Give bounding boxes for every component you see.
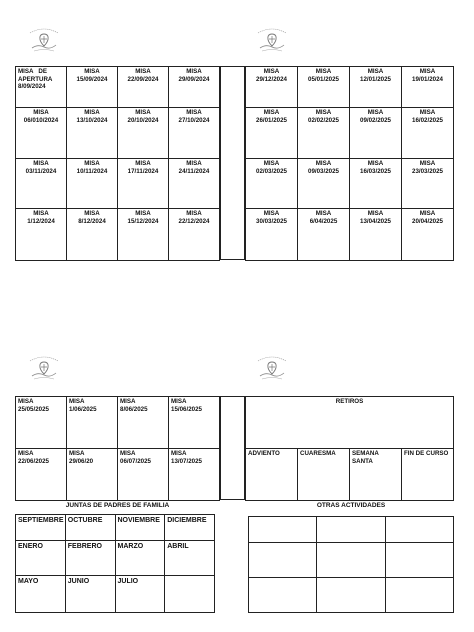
mass-label: MISA: [315, 160, 332, 167]
mass-cell: [118, 449, 169, 501]
mass-cell: [298, 159, 350, 209]
mass-label: MISA: [33, 109, 49, 116]
otras-actividades-table: [248, 516, 454, 613]
mass-label: MISA: [419, 68, 436, 75]
month-cell: [115, 576, 165, 613]
mass-cell: [169, 209, 220, 261]
mass-cell: [298, 67, 350, 108]
month-label: NOVIEMBRE: [117, 517, 160, 524]
mass-label: MISA: [263, 68, 280, 75]
mass-cell: [350, 159, 402, 209]
mass-date: 29/06/20: [69, 457, 94, 465]
mass-date: 02/02/2025: [308, 116, 339, 124]
mass-label: MISA: [315, 210, 332, 217]
mass-date: 26/01/2025: [256, 116, 287, 124]
mass-date: 1/06/2025: [69, 405, 97, 413]
school-logo-2: [252, 24, 292, 54]
mass-date: 09/02/2025: [360, 116, 391, 124]
mass-cell: [16, 397, 67, 449]
mass-cell: [169, 159, 220, 209]
mass-label: MISA: [263, 210, 280, 217]
mass-label: MISA: [367, 68, 384, 75]
mass-label: MISA: [171, 398, 187, 405]
mass-cell: [16, 449, 67, 501]
mass-date: 20/10/2024: [127, 116, 159, 124]
mass-cell: [16, 159, 67, 209]
mass-date: 1/12/2024: [27, 217, 55, 225]
mass-cell: [298, 209, 350, 261]
mass-cell: [350, 108, 402, 159]
mass-date: 30/03/2025: [256, 217, 287, 225]
mass-cell: [67, 67, 118, 108]
mass-label: MISA: [69, 450, 85, 457]
mass-date: 12/01/2025: [360, 75, 391, 83]
mass-cell: [169, 108, 220, 159]
mass-date: 06/07/2025: [120, 457, 151, 465]
mass-cell: [67, 397, 118, 449]
mass-date: 17/11/2024: [127, 167, 159, 175]
mass-cell: [246, 209, 298, 261]
mass-cell: [67, 209, 118, 261]
month-label: JUNIO: [67, 578, 90, 585]
mass-date: 15/06/2025: [171, 405, 202, 413]
mass-label: MISA: [186, 68, 202, 75]
mass-label: MISA: [135, 210, 151, 217]
month-cell: [65, 515, 115, 541]
mass-cell: [118, 67, 169, 108]
mass-label: MISA: [419, 210, 436, 217]
month-label: FEBRERO: [67, 543, 102, 550]
mass-cell: [67, 159, 118, 209]
mass-date: 22/06/2025: [18, 457, 49, 465]
retiro-label: SEMANA: [352, 450, 379, 457]
mass-label: MISA: [367, 109, 384, 116]
month-label: OCTUBRE: [67, 517, 103, 524]
mass-date: 8/06/2025: [120, 405, 148, 413]
juntas-table: [15, 514, 215, 613]
retiro-label: FIN DE CURSO: [404, 450, 449, 457]
otras-actividades-title: OTRAS ACTIVIDADES: [316, 502, 386, 509]
mass-label: MISA: [120, 398, 136, 405]
mass-date: 23/03/2025: [412, 167, 443, 175]
mass-cell: [298, 108, 350, 159]
mass-date: 13/10/2024: [76, 116, 108, 124]
mass-date: 25/05/2025: [18, 405, 49, 413]
mass-label: MISA: [33, 210, 49, 217]
month-cell: [65, 541, 115, 576]
retiro-label: SANTA: [352, 457, 373, 465]
mass-cell: [402, 108, 454, 159]
divider-column-top: [220, 66, 245, 260]
month-cell: [16, 515, 66, 541]
mass-date: 29/12/2024: [256, 75, 287, 83]
month-cell: [115, 515, 165, 541]
mass-date: 20/04/2025: [412, 217, 443, 225]
mass-date: 16/03/2025: [360, 167, 391, 175]
mass-label: MISA: [186, 160, 202, 167]
month-label: JULIO: [117, 578, 139, 585]
mass-label: MISA: [135, 160, 151, 167]
divider-cell: [221, 67, 245, 260]
retiro-label: CUARESMA: [300, 450, 336, 457]
mass-label: MISA: [84, 109, 100, 116]
school-logo-1: [24, 24, 64, 54]
retiros-title: RETIROS: [246, 397, 454, 449]
month-cell: [65, 576, 115, 613]
mass-label: MISA: [186, 210, 202, 217]
mass-label: MISA: [263, 160, 280, 167]
month-label: DICIEMBRE: [167, 517, 207, 524]
mass-date: 6/04/2025: [309, 217, 338, 225]
month-label: MAYO: [18, 578, 39, 585]
month-label: ENERO: [18, 543, 43, 550]
mass-label: MISA: [419, 160, 436, 167]
juntas-title: JUNTAS DE PADRES DE FAMILIA: [65, 502, 170, 509]
mass-label: MISA: [315, 68, 332, 75]
divider-column-bottom: [220, 396, 245, 500]
mass-label: MISA: [367, 160, 384, 167]
mass-cell: [402, 67, 454, 108]
mass-label: MISA: [120, 450, 136, 457]
retiro-cell: [402, 449, 454, 501]
mass-cell: [246, 67, 298, 108]
divider-cell: [221, 397, 245, 500]
mass-date: 06/010/2024: [23, 116, 59, 124]
mass-label: MISA: [171, 450, 187, 457]
mass-date: 19/01/2024: [412, 75, 443, 83]
mass-cell: [67, 108, 118, 159]
mass-date: 16/02/2025: [412, 116, 443, 124]
mass-cell: [16, 209, 67, 261]
mass-label: MISA DE: [18, 68, 47, 75]
month-label: SEPTIEMBRE: [18, 517, 64, 524]
mass-label: MISA: [315, 109, 332, 116]
school-logo-3: [24, 352, 64, 382]
mass-cell: [246, 159, 298, 209]
month-cell: [165, 541, 215, 576]
month-cell: [165, 515, 215, 541]
mass-calendar-top-left: [15, 66, 220, 261]
mass-label: MISA: [84, 210, 100, 217]
retiro-label: ADVIENTO: [248, 450, 280, 457]
school-logo-4: [252, 352, 292, 382]
mass-cell: [402, 159, 454, 209]
retiro-cell: [298, 449, 350, 501]
mass-label: MISA: [367, 210, 384, 217]
mass-label: MISA: [18, 398, 34, 405]
mass-date: 15/09/2024: [76, 75, 108, 83]
mass-label: MISA: [69, 398, 85, 405]
month-cell: [115, 541, 165, 576]
mass-date: 13/04/2025: [360, 217, 391, 225]
mass-date: 15/12/2024: [127, 217, 159, 225]
mass-cell: [169, 449, 220, 501]
mass-cell: [118, 397, 169, 449]
mass-calendar-top-right: [245, 66, 454, 261]
retiro-cell: [246, 449, 298, 501]
mass-date: 8/12/2024: [78, 217, 106, 225]
mass-cell: [402, 209, 454, 261]
mass-cell: [169, 67, 220, 108]
month-cell: [165, 576, 215, 613]
mass-cell: [118, 159, 169, 209]
month-label: ABRIL: [167, 543, 189, 550]
mass-date: 02/03/2025: [256, 167, 287, 175]
mass-label: MISA: [135, 109, 151, 116]
mass-cell: [67, 449, 118, 501]
mass-label: MISA: [263, 109, 280, 116]
month-label: MARZO: [117, 543, 144, 550]
mass-date: 24/11/2024: [178, 167, 210, 175]
mass-date: 8/09/2024: [18, 83, 46, 90]
mass-label: MISA: [18, 450, 34, 457]
mass-date: 09/03/2025: [308, 167, 339, 175]
mass-label: MISA: [84, 160, 100, 167]
month-cell: [16, 541, 66, 576]
mass-date: 13/07/2025: [171, 457, 202, 465]
mass-cell: [118, 108, 169, 159]
mass-date: 27/10/2024: [178, 116, 210, 124]
mass-date: 22/12/2024: [178, 217, 210, 225]
mass-date: 10/11/2024: [76, 167, 108, 175]
mass-cell: [350, 209, 402, 261]
mass-calendar-bottom-left: [15, 396, 220, 501]
mass-cell: [16, 67, 67, 108]
mass-date: 22/09/2024: [127, 75, 159, 83]
mass-label: MISA: [84, 68, 100, 75]
mass-date: 29/09/2024: [178, 75, 210, 83]
mass-label: MISA: [135, 68, 151, 75]
mass-label: MISA: [186, 109, 202, 116]
mass-cell: [246, 108, 298, 159]
mass-label: MISA: [33, 160, 49, 167]
month-cell: [16, 576, 66, 613]
mass-label: MISA: [419, 109, 436, 116]
mass-cell: [16, 108, 67, 159]
mass-date: 05/01/2025: [308, 75, 339, 83]
mass-label: APERTURA: [18, 75, 53, 83]
retiro-cell: [350, 449, 402, 501]
mass-cell: [350, 67, 402, 108]
mass-cell: [118, 209, 169, 261]
retiros-table: [245, 396, 454, 501]
mass-cell: [169, 397, 220, 449]
mass-date: 03/11/2024: [25, 167, 57, 175]
